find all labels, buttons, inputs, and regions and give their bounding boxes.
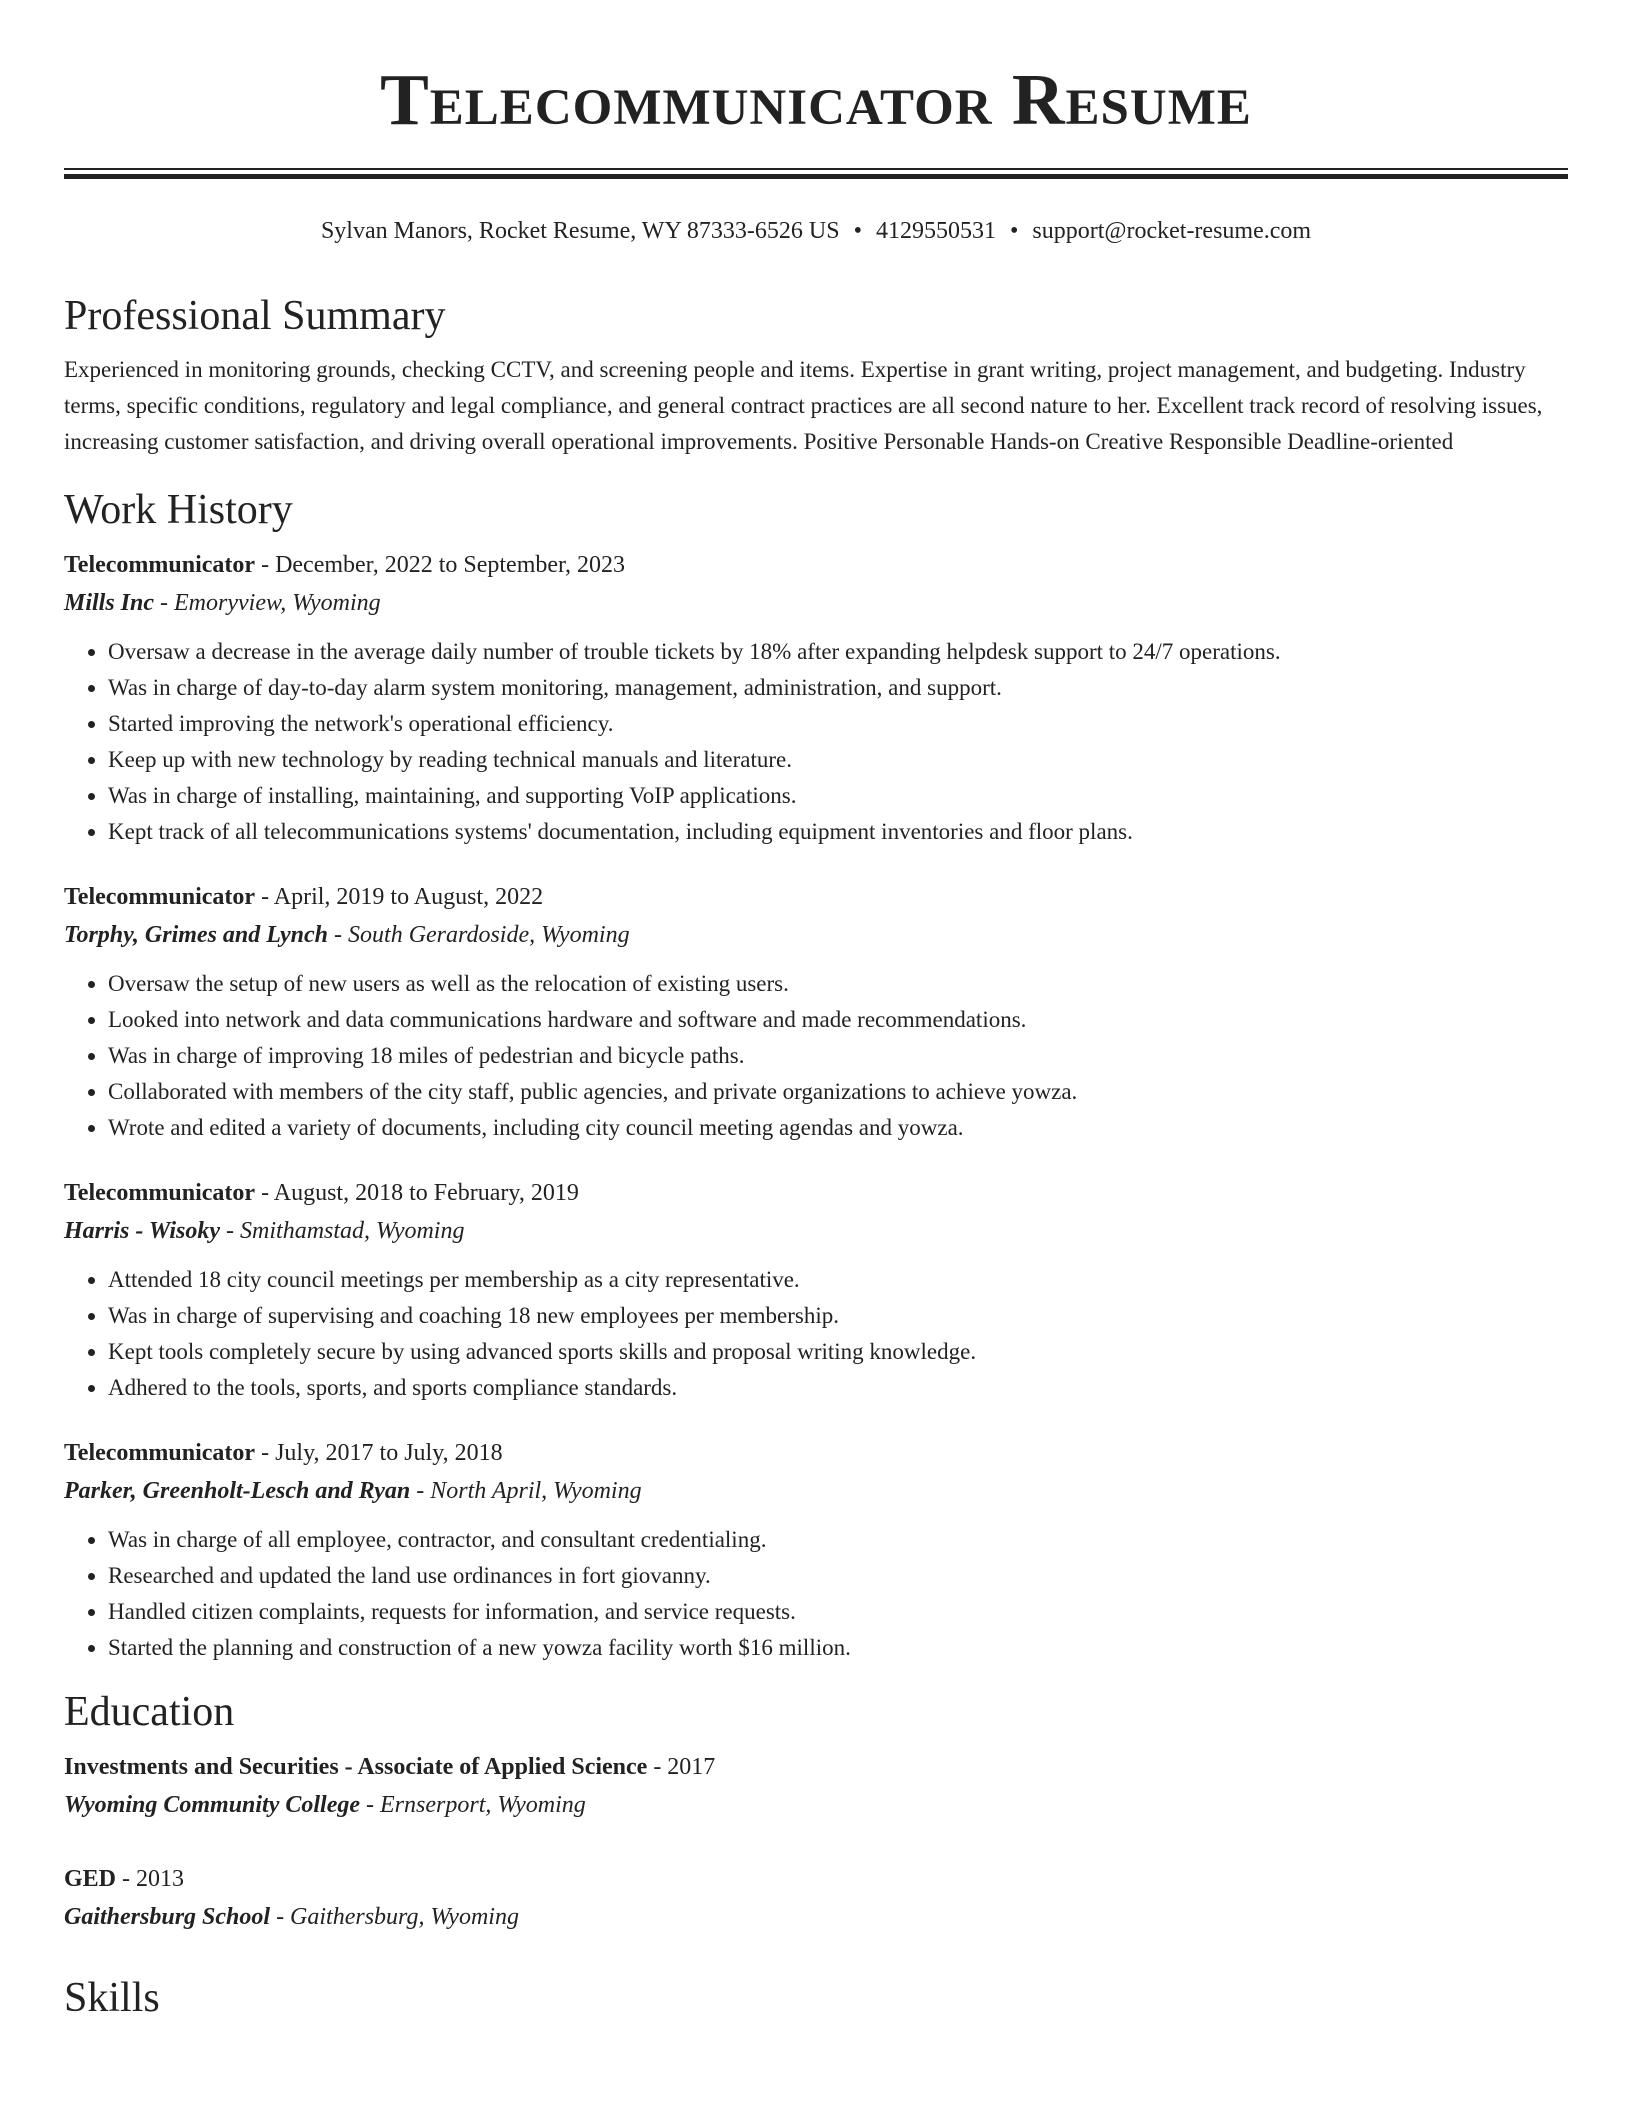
job-bullet: • Oversaw a decrease in the average daily number of trouble tickets by 18% after expanding helpdesk support to 24/7 operations. — [108, 634, 1568, 670]
company-name: Harris - Wisoky — [64, 1218, 221, 1244]
resume-content — [64, 290, 1568, 2034]
job-bullets — [64, 966, 1568, 1146]
page-title: Telecommunicator Resume — [380, 59, 1252, 140]
contact-separator: • — [853, 218, 862, 244]
contact-line — [0, 215, 1632, 247]
job-bullets — [64, 1262, 1568, 1406]
company-line — [64, 1472, 1568, 1510]
job-bullet: • Oversaw the setup of new users as well as the relocation of existing users. — [108, 966, 1568, 1002]
job-entry — [64, 546, 1568, 850]
company-location: - Smithamstad, Wyoming — [220, 1218, 465, 1244]
degree-line — [64, 1748, 1568, 1786]
job-entry — [64, 1174, 1568, 1406]
school-location: - Gaithersburg, Wyoming — [270, 1904, 519, 1930]
school-name: Gaithersburg School — [64, 1904, 271, 1930]
job-bullet: • Attended 18 city council meetings per membership as a city representative. — [108, 1262, 1568, 1298]
summary-heading: Professional Summary — [64, 293, 446, 339]
job-bullets — [64, 1522, 1568, 1666]
job-bullet: • Collaborated with members of the city staff, public agencies, and private organizations to achieve yowza. — [108, 1074, 1568, 1110]
contact-phone: 4129550531 — [875, 218, 996, 244]
company-line — [64, 584, 1568, 622]
education-heading: Education — [64, 1689, 235, 1735]
degree-name: Investments and Securities - Associate of Applied Science — [64, 1754, 648, 1780]
contact-address: Sylvan Manors, Rocket Resume, WY 87333-6526 US — [320, 218, 840, 244]
summary-text: Experienced in monitoring grounds, checking CCTV, and screening people and items. Expertise in grant writing, project management, and budgeting. Industry terms, specific conditions, regulatory and legal compliance, and general contract practices are all second nature to her. Excellent track record of resolving issues, increasing customer satisfaction, and driving overall operational improvements. Positive Personable Hands-on Creative Responsible Deadline-oriented — [64, 357, 1543, 454]
job-bullet: • Was in charge of supervising and coaching 18 new employees per membership. — [108, 1298, 1568, 1334]
education-entry — [64, 1748, 1568, 1824]
job-dates: - August, 2018 to February, 2019 — [255, 1180, 579, 1206]
job-bullet: • Keep up with new technology by reading technical manuals and literature. — [108, 742, 1568, 778]
degree-year: - 2013 — [116, 1866, 185, 1892]
job-title: Telecommunicator — [64, 1440, 256, 1466]
job-bullet: • Wrote and edited a variety of documents, including city council meeting agendas and yowza. — [108, 1110, 1568, 1146]
degree-name: GED — [64, 1866, 117, 1892]
job-bullet: • Kept track of all telecommunications systems' documentation, including equipment inventories and floor plans. — [108, 814, 1568, 850]
job-bullet: • Handled citizen complaints, requests for information, and service requests. — [108, 1594, 1568, 1630]
job-dates: - July, 2017 to July, 2018 — [255, 1440, 503, 1466]
job-bullet: • Looked into network and data communications hardware and software and made recommendations. — [108, 1002, 1568, 1038]
degree-year: - 2017 — [647, 1754, 716, 1780]
school-location: - Ernserport, Wyoming — [360, 1792, 586, 1818]
company-line — [64, 1212, 1568, 1250]
job-dates: - April, 2019 to August, 2022 — [255, 884, 544, 910]
job-title-line — [64, 1174, 1568, 1212]
job-title: Telecommunicator — [64, 884, 256, 910]
title-rule-thick — [64, 174, 1568, 179]
job-entry — [64, 878, 1568, 1146]
job-bullet: • Was in charge of day-to-day alarm system monitoring, management, administration, and support. — [108, 670, 1568, 706]
job-bullet: • Kept tools completely secure by using advanced sports skills and proposal writing knowledge. — [108, 1334, 1568, 1370]
skills-heading: Skills — [64, 1975, 160, 2021]
work-history-list — [64, 546, 1568, 1666]
job-dates: - December, 2022 to September, 2023 — [255, 552, 626, 578]
job-bullet: • Started improving the network's operational efficiency. — [108, 706, 1568, 742]
degree-line — [64, 1860, 1568, 1898]
job-title: Telecommunicator — [64, 1180, 256, 1206]
job-bullet: • Was in charge of installing, maintaining, and supporting VoIP applications. — [108, 778, 1568, 814]
education-list — [64, 1748, 1568, 1936]
job-title: Telecommunicator — [64, 552, 256, 578]
school-name: Wyoming Community College — [64, 1792, 361, 1818]
title-rule-thin — [64, 168, 1568, 170]
job-bullet: • Started the planning and construction of a new yowza facility worth $16 million. — [108, 1630, 1568, 1666]
work-history-heading: Work History — [64, 487, 293, 533]
contact-separator: • — [1009, 218, 1019, 244]
job-title-line — [64, 546, 1568, 584]
job-bullet: • Adhered to the tools, sports, and sports compliance standards. — [108, 1370, 1568, 1406]
education-entry — [64, 1860, 1568, 1936]
school-line — [64, 1786, 1568, 1824]
company-name: Torphy, Grimes and Lynch — [64, 922, 329, 948]
job-entry — [64, 1434, 1568, 1666]
job-bullet: • Researched and updated the land use ordinances in fort giovanny. — [108, 1558, 1568, 1594]
job-title-line — [64, 1434, 1568, 1472]
company-name: Parker, Greenholt-Lesch and Ryan — [64, 1478, 411, 1504]
company-line — [64, 916, 1568, 954]
job-title-line — [64, 878, 1568, 916]
job-bullet: • Was in charge of improving 18 miles of pedestrian and bicycle paths. — [108, 1038, 1568, 1074]
job-bullets — [64, 634, 1568, 850]
company-location: - South Gerardoside, Wyoming — [328, 922, 630, 948]
company-location: - Emoryview, Wyoming — [154, 590, 381, 616]
company-location: - North April, Wyoming — [410, 1478, 642, 1504]
company-name: Mills Inc — [64, 590, 155, 616]
job-bullet: • Was in charge of all employee, contractor, and consultant credentialing. — [108, 1522, 1568, 1558]
school-line — [64, 1898, 1568, 1936]
contact-email: support@rocket-resume.com — [1032, 218, 1312, 244]
